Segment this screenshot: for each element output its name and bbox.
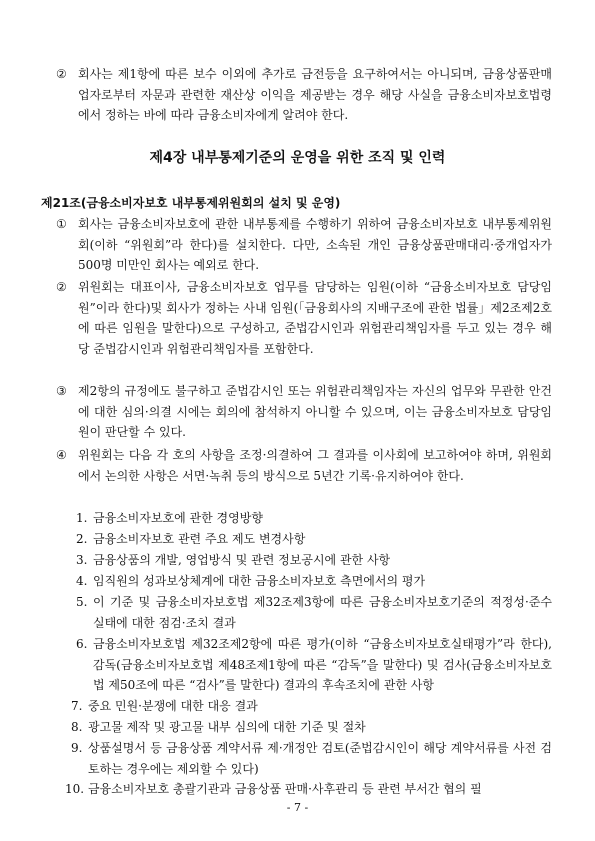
clause-text: 회사는 금융소비자보호에 관한 내부통제를 수행하기 위하여 금융소비자보호 내부통제위원회(이하 “위원회”라 한다)를 설치한다. 다만, 소속된 개인 금융상품판매대리·중개업자가 500명 미만인 회사는 예외로 한다. [78,217,552,272]
list-item [71,738,552,779]
list-item [76,634,552,696]
item-text: 상품설명서 등 금융상품 계약서류 제·개정안 검토(준법감시인이 해당 계약서류를 사전 검토하는 경우에는 제외할 수 있다) [88,741,552,776]
clause-4 [56,445,552,486]
list-item [71,717,552,738]
item-text: 이 기준 및 금융소비자보호법 제32조제3항에 따른 금융소비자보호기준의 적정성·준수실태에 대한 점검·조치 결과 [93,595,552,630]
item-text: 금융소비자보호에 관한 경영방향 [93,511,263,525]
item-text: 금융소비자보호 총괄기관과 금융상품 판매·사후관리 등 관련 부서간 협의 필 [88,782,482,796]
list-item [71,696,552,717]
clause-2-prev-article [56,64,552,126]
clause-marker: ① [56,217,67,231]
clause-marker: ④ [56,448,67,462]
list-item [76,592,552,633]
item-number: 5. [76,595,88,609]
page-number: - 7 - [286,801,309,814]
clause-text: 위원회는 대표이사, 금융소비자보호 업무를 담당하는 임원(이하 “금융소비자보호 담당임원”이라 한다)및 회사가 정하는 사내 임원(「금융회사의 지배구조에 관한 법률」제2조제2호에 따른 임원을 말한다)으로 구성하고, 준법감시인과 위험관리책임자를 두고 있는 경우 해당 준법감시인과 위험관리책임자를 포함한다. [78,280,552,356]
list-item [76,571,552,592]
item-text: 중요 민원·분쟁에 대한 대응 결과 [88,699,258,713]
list-item [76,529,552,550]
list-item [76,550,552,571]
item-number: 6. [76,637,88,651]
article-title: 제21조(금융소비자보호 내부통제위원회의 설치 및 운영) [41,196,341,210]
clause-3 [56,381,552,443]
clause-text: 위원회는 다음 각 호의 사항을 조정·의결하여 그 결과를 이사회에 보고하여야 하며, 위원회에서 논의한 사항은 서면·녹취 등의 방식으로 5년간 기록·유지하여야 한다. [78,448,552,483]
item-text: 금융소비자보호 관련 주요 제도 변경사항 [93,532,306,546]
clause-marker: ② [56,67,67,81]
clause-text: 제2항의 규정에도 불구하고 준법감시인 또는 위험관리책임자는 자신의 업무와 무관한 안건에 대한 심의·의결 시에는 회의에 참석하지 아니할 수 있으며, 이는 금융소비자보호 담당임원이 판단할 수 있다. [78,384,552,439]
item-text: 임직원의 성과보상체계에 대한 금융소비자보호 측면에서의 평가 [93,574,426,588]
list-item [65,779,552,800]
list-item [76,508,552,529]
clause-text: 회사는 제1항에 따른 보수 이외에 추가로 금전등을 요구하여서는 아니되며, 금융상품판매업자로부터 자문과 관련한 재산상 이익을 제공받는 경우 해당 사실을 금융소비자보호법령에서 정하는 바에 따라 금융소비자에게 알려야 한다. [78,67,552,122]
item-number: 3. [76,553,88,567]
clause-marker: ② [56,280,67,294]
item-number: 10. [65,782,85,796]
chapter-title: 제4장 내부통제기준의 운영을 위한 조직 및 인력 [149,150,446,166]
item-text: 금융소비자보호법 제32조제2항에 따른 평가(이하 “금융소비자보호실태평가”라 한다), 감독(금융소비자보호법 제48조제1항에 따른 “감독”을 말한다) 및 검사(금융소비자보호법 제50조에 따른 “검사”를 말한다) 결과의 후속조치에 관한 사항 [93,637,552,692]
item-number: 4. [76,574,88,588]
item-number: 1. [76,511,88,525]
clause-marker: ③ [56,384,67,398]
item-number: 2. [76,532,88,546]
clause-2 [56,277,552,359]
clause-1 [56,214,552,276]
item-text: 광고물 제작 및 광고물 내부 심의에 대한 기준 및 절차 [88,720,366,734]
item-text: 금융상품의 개발, 영업방식 및 관련 정보공시에 관한 사항 [93,553,391,567]
item-number: 7. [71,699,83,713]
item-number: 9. [71,741,83,755]
item-number: 8. [71,720,83,734]
